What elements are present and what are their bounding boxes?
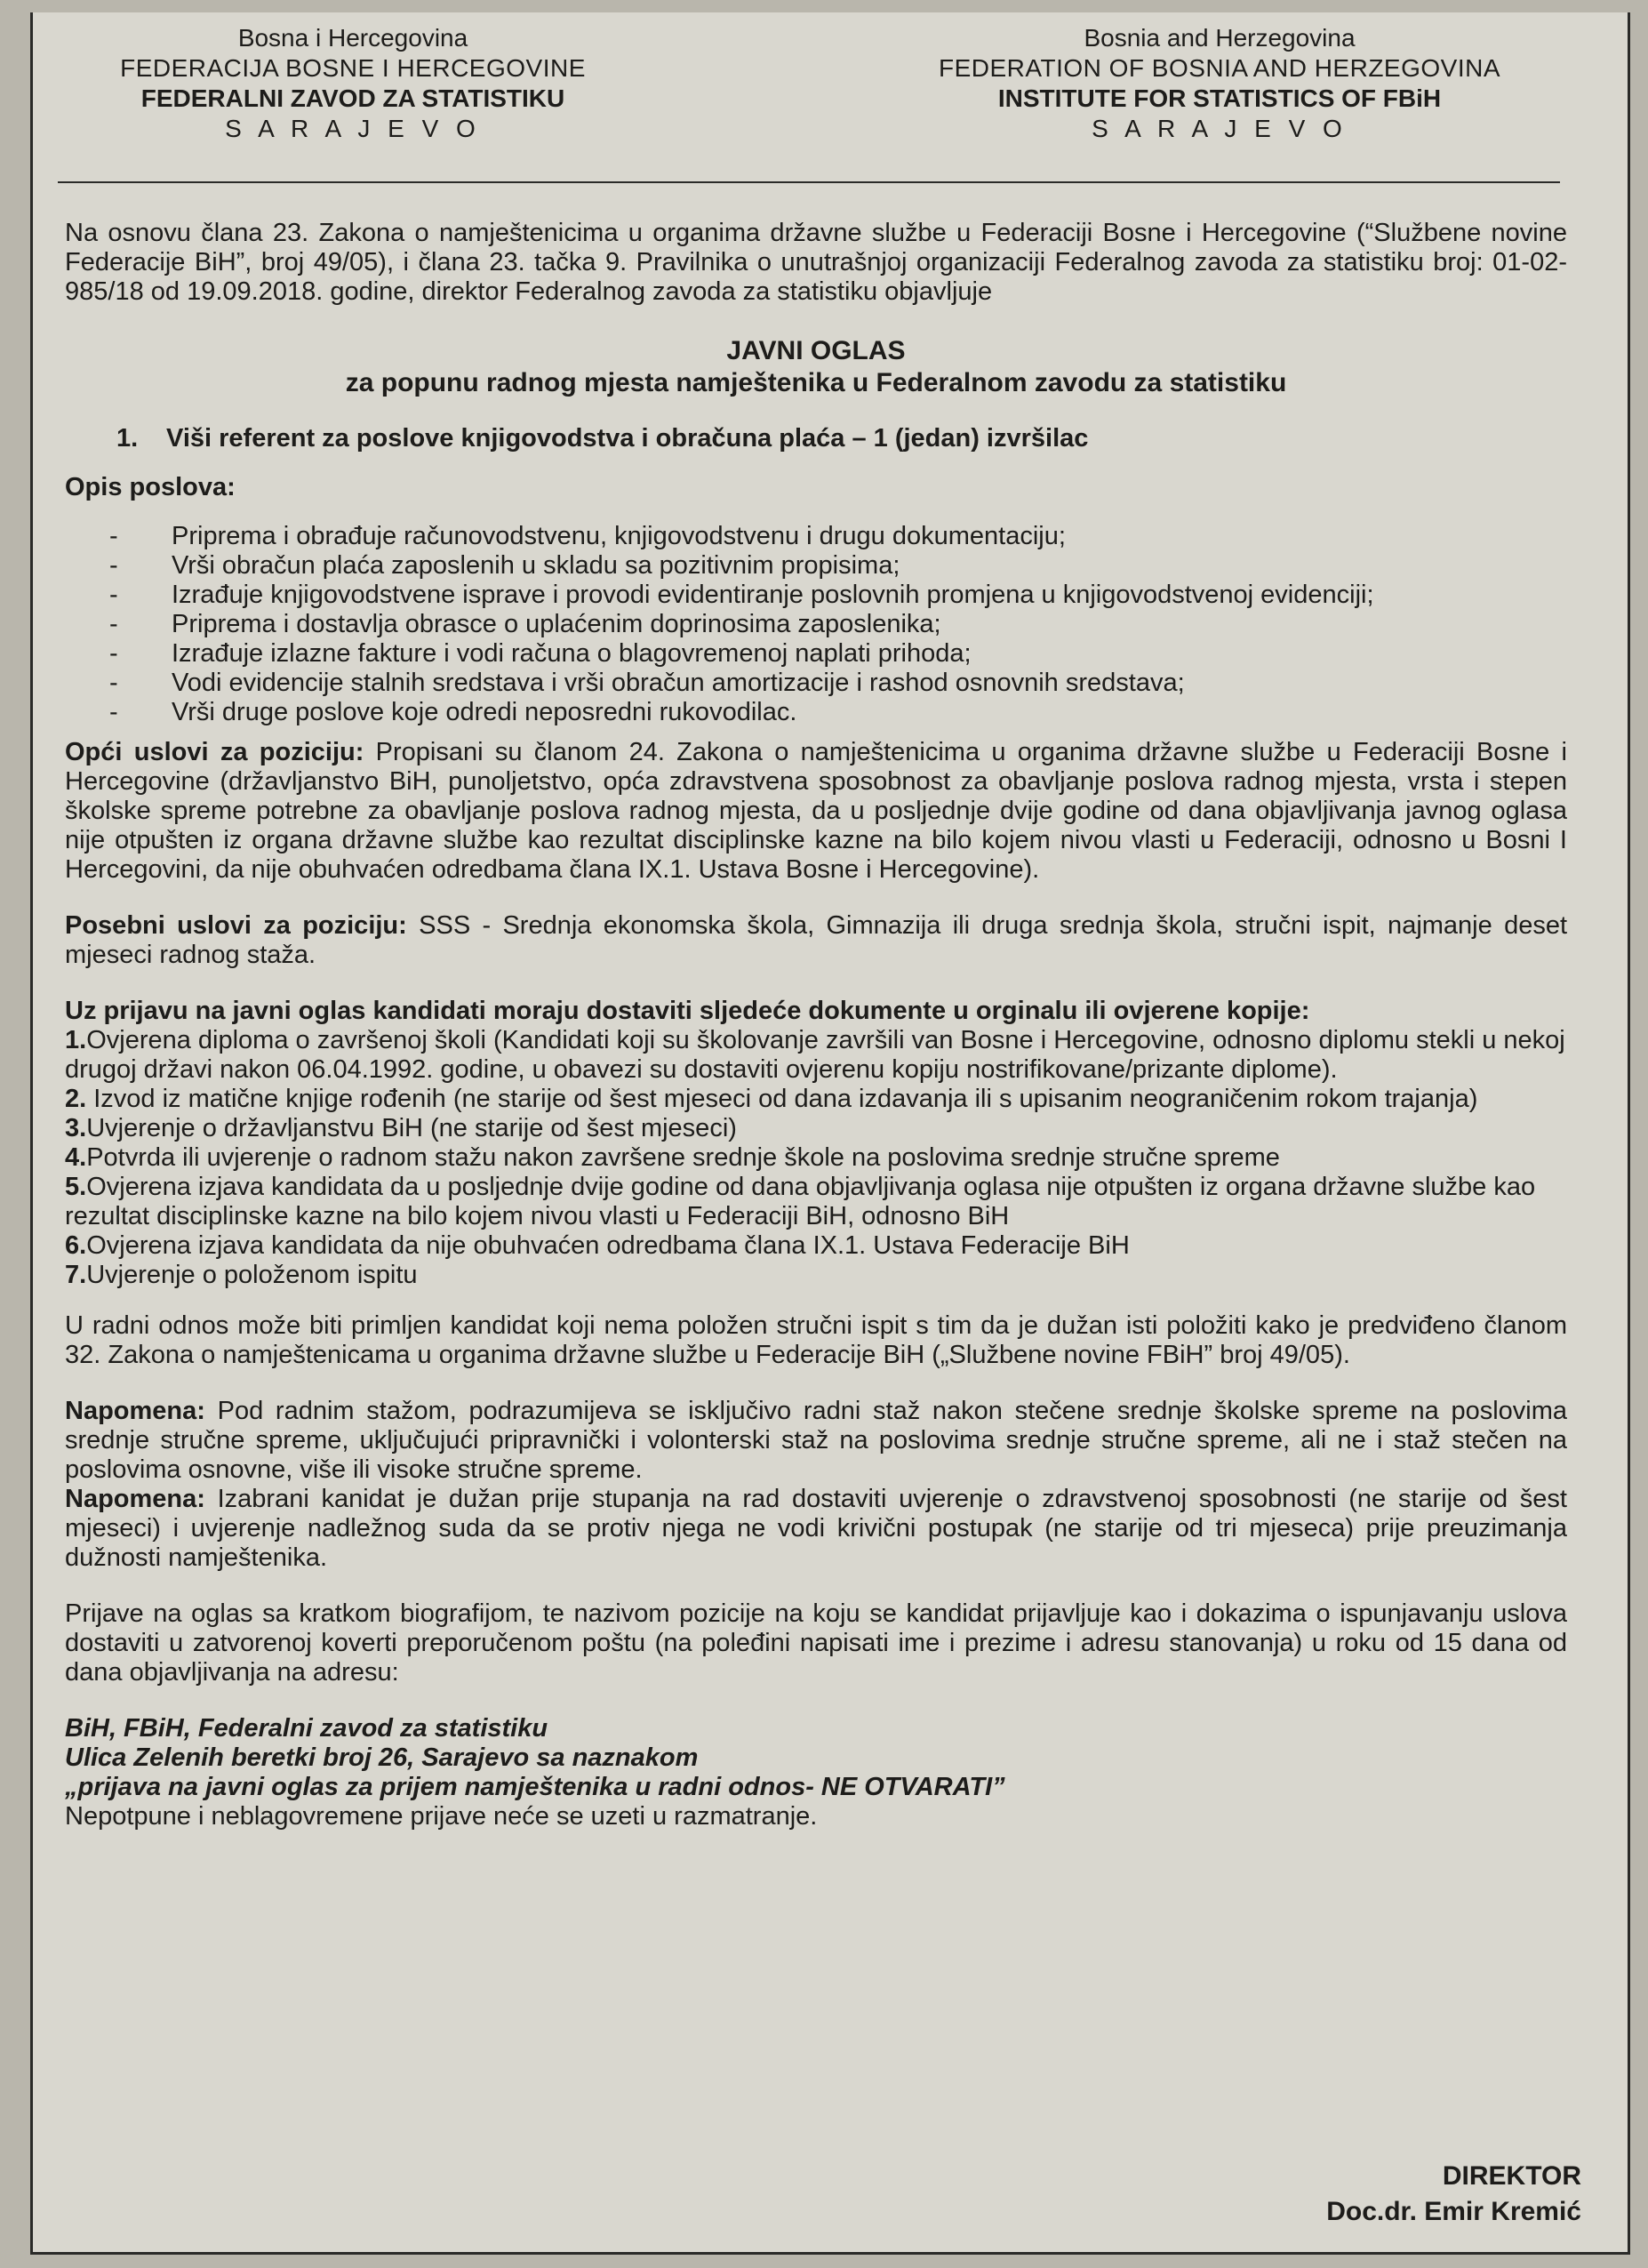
federation-local: FEDERACIJA BOSNE I HERCEGOVINE [120, 54, 586, 82]
list-item: - Izrađuje knjigovodstvene isprave i provodi evidentiranje poslovnih promjena u knjigovodstvenoj evidenciji; [109, 581, 1374, 609]
announcement-title: JAVNI OGLAS [726, 336, 906, 365]
note-health-certificate: Napomena: Izabrani kanidat je dužan prije stupanja na rad dostaviti uvjerenje o zdravstvenoj sposobnosti (ne starije od šest mjeseci) i uvjerenje nadležnog suda da se protiv njega ne vodi krivični postupak (ne starije od tri mjeseca) prije preuzimanja dužnosti namještenika. [65, 1485, 1567, 1572]
city-english: S A R A J E V O [1092, 115, 1348, 142]
country-local: Bosna i Hercegovina [237, 24, 468, 52]
special-conditions [65, 911, 1567, 970]
letterhead-english [877, 23, 1562, 144]
document-item: 5.Ovjerena izjava kandidata da u posljednje dvije godine od dana objavljivanja oglasa nije otpušten iz organa državne službe kao rezultat disciplinske kazne na bilo kojem nivou vlasti u Federaciji BiH, odnosno BiH [65, 1173, 1536, 1230]
documents-heading: Uz prijavu na javni oglas kandidati moraju dostaviti sljedeće dokumente u orginalu ili ovjerene kopije: [65, 997, 1310, 1025]
envelope-marking: „prijava na javni oglas za prijem namještenika u radni odnos- NE OTVARATI” [65, 1773, 1005, 1801]
employment-paragraph: U radni odnos može biti primljen kandidat koji nema položen stručni ispit s tim da je dužan isti položiti kako je predviđeno članom 32. Zakona o namještenicama u organima državne službe u Federacije BiH („Službene novine FBiH” broj 49/05). [65, 1311, 1567, 1369]
institute-english: INSTITUTE FOR STATISTICS OF FBiH [997, 84, 1442, 112]
letterhead-local [86, 23, 620, 144]
city-local: S A R A J E V O [225, 115, 481, 142]
institute-local: FEDERALNI ZAVOD ZA STATISTIKU [140, 84, 565, 112]
country-english: Bosnia and Herzegovina [1084, 24, 1356, 52]
list-item: - Vodi evidencije stalnih sredstava i vrši obračun amortizacije i rashod osnovnih sredstava; [109, 669, 1185, 697]
mailing-address [65, 1714, 1567, 1831]
list-item: - Vrši obračun plaća zaposlenih u skladu sa pozitivnim propisima; [109, 551, 900, 580]
signatory-name: Doc.dr. Emir Kremić [1326, 2197, 1581, 2226]
special-conditions-text: SSS - Srednja ekonomska škola, Gimnazija ili druga srednja škola, stručni ispit, najmanje deset mjeseci radnog staža. [65, 911, 1568, 969]
position-title: Viši referent za poslove knjigovodstva i obračuna plaća – 1 (jedan) izvršilac [166, 424, 1089, 453]
incomplete-applications-note: Nepotpune i neblagovremene prijave neće se uzeti u razmatranje. [65, 1802, 818, 1831]
header-divider [58, 181, 1560, 183]
address-line: BiH, FBiH, Federalni zavod za statistiku [65, 1714, 548, 1743]
note-label: Napomena: [65, 1397, 205, 1425]
document-item: 1.Ovjerena diploma o završenoj školi (Kandidati koji su školovanje završili van Bosne i Hercegovine, odnosno diplomu stekli u nekoj drugoj državi nakon 06.04.1992. godine, u obavezi su dostaviti ovjerenu kopiju nostrifikovane/prizante diplome). [65, 1026, 1565, 1084]
letterhead [33, 12, 1628, 181]
note-work-experience: Napomena: Pod radnim stažom, podrazumijeva se isključivo radni staž nakon stečene srednje školske spreme na poslovima srednje stručne spreme, uključujući pripravnički i volonterski staž na poslovima srednje stručne spreme, ali ne i staž stečen na poslovima osnovne, više ili visoke stručne spreme. [65, 1397, 1567, 1484]
signatory-role: DIREKTOR [1442, 2161, 1581, 2191]
announcement-body [65, 219, 1567, 1831]
announcement-sheet [30, 12, 1630, 2255]
announcement-subtitle: za popunu radnog mjesta namještenika u Federalnom zavodu za statistiku [345, 368, 1287, 397]
duties-heading: Opis poslova: [65, 473, 236, 501]
list-item: - Priprema i dostavlja obrasce o uplaćenim doprinosima zaposlenika; [109, 610, 941, 638]
general-conditions-text: Propisani su članom 24. Zakona o namještenicima u organima državne službe u Federaciji Bosne i Hercegovine (državljanstvo BiH, punoljetstvo, opća zdravstvena sposobnost za obavljanje poslova radnog mjesta, vrsta i stepen školske spreme potrebne za obavljanje poslova radnog mjesta, da u posljednje dvije godine od dana objavljivanja javnog oglasa nije otpušten iz organa državne službe kao rezultat disciplinske kazne na bilo kojem nivou vlasti u Federaciji, odnosno u Bosni I Hercegovini, da nije obuhvaćen odredbama člana IX.1. Ustava Bosne i Hercegovine). [65, 738, 1567, 884]
position-number: 1. [116, 424, 139, 453]
list-item: - Izrađuje izlazne fakture i vodi računa o blagovremenoj naplati prihoda; [109, 639, 972, 668]
list-item: - Priprema i obrađuje računovodstvenu, knjigovodstvenu i drugu dokumentaciju; [109, 522, 1066, 550]
documents-section [65, 997, 1567, 1290]
applications-paragraph: Prijave na oglas sa kratkom biografijom, te nazivom pozicije na koju se kandidat prijavljuje kao i dokazima o ispunjavanju uslova dostaviti u zatvorenoj koverti preporučenom poštu (na poleđini napisati ime i prezime i adresu stanovanja) u roku od 15 dana od dana objavljivanja na adresu: [65, 1599, 1567, 1687]
document-item: 2. Izvod iz matične knjige rođenih (ne starije od šest mjeseci od dana izdavanja ili s upisanim neograničenim rokom trajanja) [65, 1085, 1478, 1113]
special-conditions-label: Posebni uslovi za poziciju: [65, 911, 407, 940]
general-conditions [65, 738, 1567, 885]
document-item: 6.Ovjerena izjava kandidata da nije obuhvaćen odredbama člana IX.1. Ustava Federacije BiH [65, 1231, 1130, 1260]
list-item: - Vrši druge poslove koje odredi neposredni rukovodilac. [109, 698, 797, 726]
document-item: 7.Uvjerenje o položenom ispitu [65, 1261, 418, 1289]
document-item: 4.Potvrda ili uvjerenje o radnom stažu nakon završene srednje škole na poslovima srednje stručne spreme [65, 1143, 1280, 1172]
intro-paragraph: Na osnovu člana 23. Zakona o namještenicima u organima državne službe u Federaciji Bosne i Hercegovine (“Službene novine Federacije BiH”, broj 49/05), i člana 23. tačka 9. Pravilnika o unutrašnjoj organizaciji Federalnog zavoda za statistiku broj: 01-02-985/18 od 19.09.2018. godine, direktor Federalnog zavoda za statistiku objavljuje [65, 219, 1567, 306]
document-item: 3.Uvjerenje o državljanstvu BiH (ne starije od šest mjeseci) [65, 1114, 737, 1142]
signature-block [1326, 2159, 1581, 2230]
note-label: Napomena: [65, 1485, 205, 1513]
position-heading [116, 424, 1567, 453]
duties-list [65, 522, 1567, 727]
general-conditions-label: Opći uslovi za poziciju: [65, 738, 364, 766]
federation-english: FEDERATION OF BOSNIA AND HERZEGOVINA [938, 54, 1501, 82]
address-line: Ulica Zelenih beretki broj 26, Sarajevo sa naznakom [65, 1743, 699, 1772]
